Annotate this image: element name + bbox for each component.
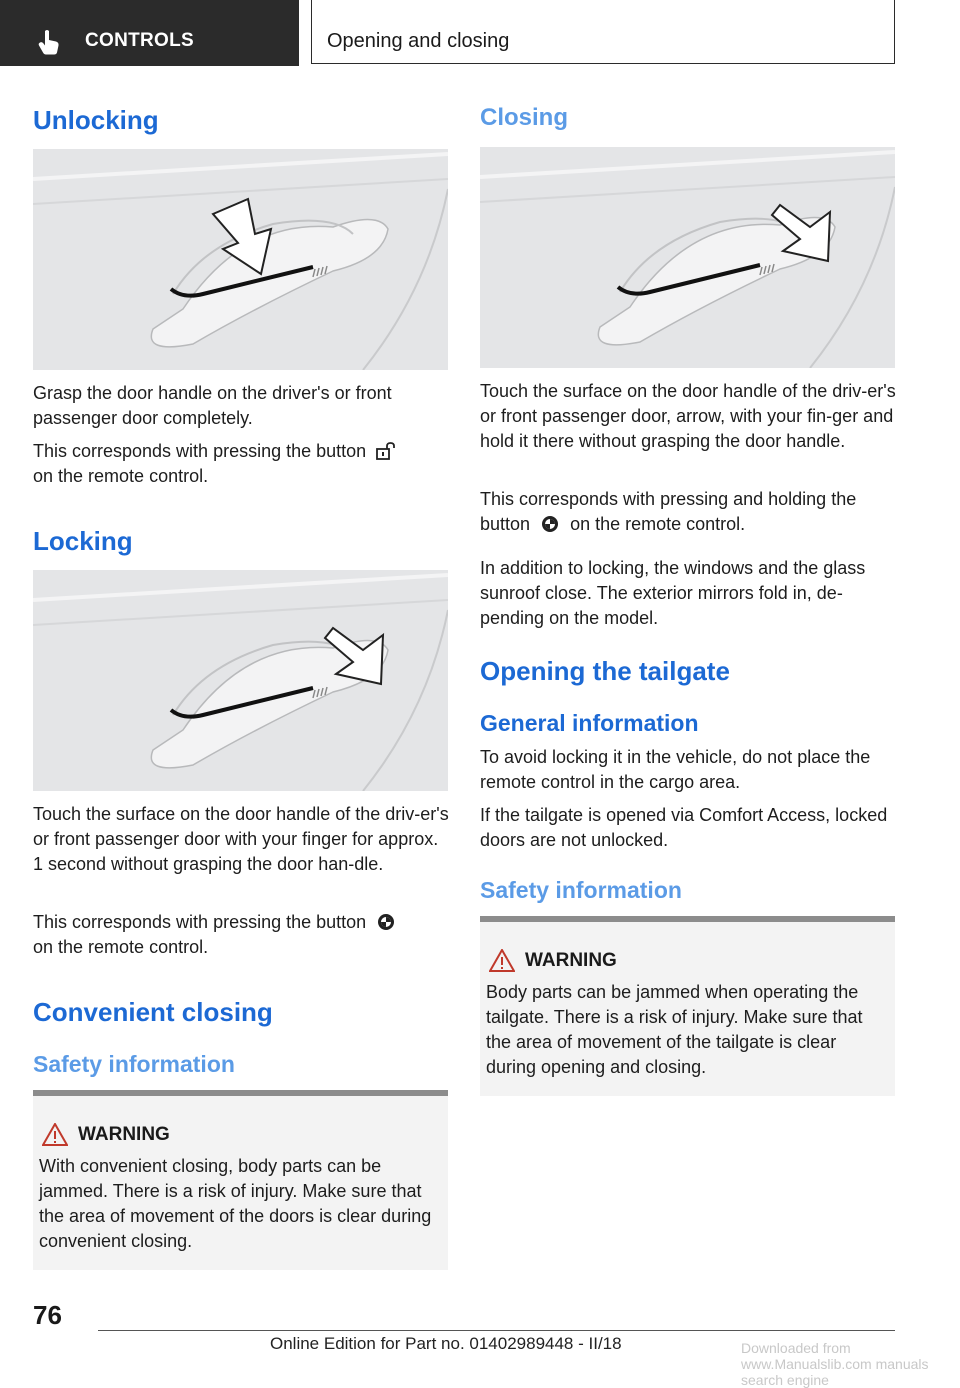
unlocking-paragraph-1: Grasp the door handle on the driver's or front passenger door completely. (33, 383, 392, 428)
closing-paragraph-3: In addition to locking, the windows and the glass sunroof close. The exterior mirrors fold in, de-pending on the model. (480, 558, 866, 628)
locking-heading: Locking (33, 526, 133, 556)
warning-box-right (480, 916, 895, 1096)
section-tab (0, 0, 299, 66)
unlocking-paragraph-2-text-end: on the remote control. (33, 466, 209, 486)
page-title: Opening and closing (327, 30, 510, 52)
warning-box (33, 1090, 448, 1270)
general-paragraph-2: If the tailgate is opened via Comfort Access, locked doors are not unlocked. (480, 805, 888, 850)
unlocking-heading: Unlocking (33, 105, 159, 135)
opening-tailgate-heading: Opening the tailgate (480, 656, 730, 686)
closing-paragraph-2-text-end: on the remote control. (570, 514, 746, 534)
section-label: CONTROLS (85, 30, 195, 51)
hand-pointer-icon (38, 29, 60, 55)
unlocking-paragraph-2-text: This corresponds with pressing the button (33, 441, 367, 461)
locking-paragraph-1: Touch the surface on the door handle of the driv-er's or front passenger door with your finger for approx. 1 second without grasping the door han-dle. (33, 804, 449, 874)
door-handle-lock-illustration (33, 570, 448, 791)
page-number: 76 (33, 1300, 62, 1330)
watermark: Downloaded from www.Manualslib.com manuals search engine (741, 1340, 929, 1388)
door-handle-close-illustration (480, 147, 895, 368)
safety-information-heading: Safety information (33, 1051, 235, 1077)
locking-paragraph-2 (33, 910, 449, 960)
warning-triangle-icon (42, 1123, 68, 1146)
general-paragraph-1: To avoid locking it in the vehicle, do not place the remote control in the cargo area. (480, 747, 871, 792)
convenient-closing-heading: Convenient closing (33, 997, 273, 1027)
footer-edition: Online Edition for Part no. 01402989448 - II/18 (270, 1334, 622, 1353)
safety-information-heading-right: Safety information (480, 877, 682, 903)
warning-title: WARNING (78, 1124, 170, 1145)
bmw-logo-icon (539, 515, 561, 533)
unlock-icon (375, 442, 397, 460)
warning-text-right: Body parts can be jammed when operating the tailgate. There is a risk of injury. Make sure that the area of movement of the tailgate is clear during opening and closing. (486, 982, 863, 1077)
bmw-logo-icon (375, 913, 397, 931)
warning-text: With convenient closing, body parts can be jammed. There is a risk of injury. Make sure that the area of movement of the doors is clear during convenient closing. (39, 1156, 432, 1251)
general-information-heading: General information (480, 710, 699, 736)
closing-paragraph-2-text: This corresponds with pressing and holding the button (480, 489, 857, 534)
warning-triangle-icon (489, 949, 515, 972)
page-header (311, 0, 895, 64)
warning-title-right: WARNING (525, 950, 617, 971)
locking-paragraph-2-text: This corresponds with pressing the button (33, 912, 367, 932)
door-handle-unlock-illustration (33, 149, 448, 370)
closing-paragraph-1: Touch the surface on the door handle of the driv-er's or front passenger door, arrow, with your fin-ger and hold it there without grasping the door handle. (480, 381, 896, 451)
footer-divider (98, 1330, 895, 1331)
locking-paragraph-2-text-end: on the remote control. (33, 937, 209, 957)
closing-paragraph-2 (480, 487, 896, 537)
closing-heading: Closing (480, 104, 568, 131)
unlocking-paragraph-2 (33, 439, 449, 489)
